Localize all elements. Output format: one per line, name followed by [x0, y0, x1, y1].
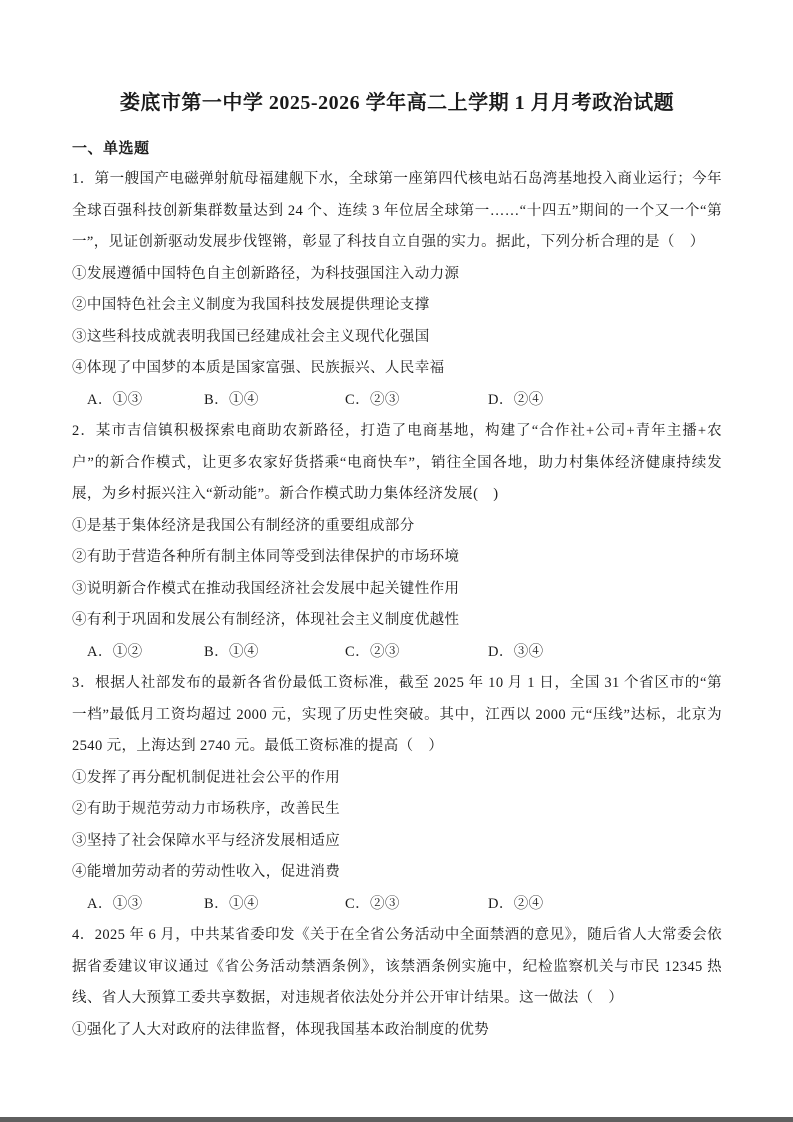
question-2-statement-4: ④有利于巩固和发展公有制经济，体现社会主义制度优越性 [72, 612, 460, 628]
question-1-choice-b: B．①④ [204, 391, 259, 408]
question-2-choice-c: C．②③ [345, 643, 400, 660]
page-bottom-edge-bar [0, 1117, 793, 1122]
question-3-statement-1: ①发挥了再分配机制促进社会公平的作用 [72, 769, 341, 786]
question-1 [72, 164, 722, 416]
question-2 [72, 416, 722, 668]
question-3-choice-b: B．①④ [204, 895, 259, 912]
question-1-stem: 1．第一艘国产电磁弹射航母福建舰下水，全球第一座第四代核电站石岛湾基地投入商业运行；今年全球百强科技创新集群数量达到 24 个、连续 3 年位居全球第一……“十四五”期间的一个又一个“第一”，见证创新驱动发展步伐铿锵，彰显了科技自立自强的实力。据此，下列分析合理的是（ ） [72, 171, 722, 250]
section-heading: 一、单选题 [72, 141, 150, 157]
question-3-statement-2: ②有助于规范劳动力市场秩序，改善民生 [72, 801, 341, 817]
question-2-choice-b: B．①④ [204, 643, 259, 660]
question-1-choices-row [72, 385, 722, 417]
question-2-statement-3: ③说明新合作模式在推动我国经济社会发展中起关键性作用 [72, 580, 460, 597]
question-1-statement-2: ②中国特色社会主义制度为我国科技发展提供理论支撑 [72, 297, 430, 313]
question-3-stem: 3．根据人社部发布的最新各省份最低工资标准，截至 2025 年 10 月 1 日，全国 31 个省区市的“第一档”最低月工资均超过 2000 元，实现了历史性突破。其中，江西以 2000 元“压线”达标，北京为 2540 元，上海达到 2740 元。最低工资标准的提高（ ） [72, 675, 722, 754]
question-3-choice-a: A．①③ [87, 895, 143, 912]
question-1-choice-a: A．①③ [87, 391, 143, 408]
question-1-choice-d: D．②④ [488, 391, 544, 408]
question-3-choices-row [72, 889, 722, 921]
question-2-statement-2: ②有助于营造各种所有制主体同等受到法律保护的市场环境 [72, 549, 460, 565]
question-2-choice-a: A．①② [87, 643, 143, 660]
question-1-statement-1: ①发展遵循中国特色自主创新路径，为科技强国注入动力源 [72, 265, 460, 282]
page-title: 娄底市第一中学 2025-2026 学年高二上学期 1 月月考政治试题 [119, 92, 675, 114]
question-3-choice-c: C．②③ [345, 895, 400, 912]
question-3-statement-4: ④能增加劳动者的劳动性收入，促进消费 [72, 864, 341, 880]
question-4-stem: 4．2025 年 6 月，中共某省委印发《关于在全省公务活动中全面禁酒的意见》，随后省人大常委会依据省委建议审议通过《省公务活动禁酒条例》，该禁酒条例实施中，纪检监察机关与市民 12345 热线、省人大预算工委共享数据，对违规者依法处分并公开审计结果。这一做法（ ） [72, 927, 722, 1006]
question-2-stem: 2．某市吉信镇积极探索电商助农新路径，打造了电商基地，构建了“合作社+公司+青年主播+农户”的新合作模式，让更多农家好货搭乘“电商快车”，销往全国各地，助力村集体经济健康持续发展，为乡村振兴注入“新动能”。新合作模式助力集体经济发展( ) [72, 423, 722, 502]
question-2-choices-row [72, 637, 722, 669]
question-3-statement-3: ③坚持了社会保障水平与经济发展相适应 [72, 832, 341, 849]
question-2-statement-1: ①是基于集体经济是我国公有制经济的重要组成部分 [72, 517, 415, 534]
question-3 [72, 668, 722, 920]
question-1-statement-4: ④体现了中国梦的本质是国家富强、民族振兴、人民幸福 [72, 360, 445, 376]
question-4-statement-1: ①强化了人大对政府的法律监督，体现我国基本政治制度的优势 [72, 1021, 490, 1038]
question-1-statement-3: ③这些科技成就表明我国已经建成社会主义现代化强国 [72, 328, 430, 345]
question-2-choice-d: D．③④ [488, 643, 544, 660]
question-3-choice-d: D．②④ [488, 895, 544, 912]
question-4 [72, 920, 722, 1046]
question-1-choice-c: C．②③ [345, 391, 400, 408]
